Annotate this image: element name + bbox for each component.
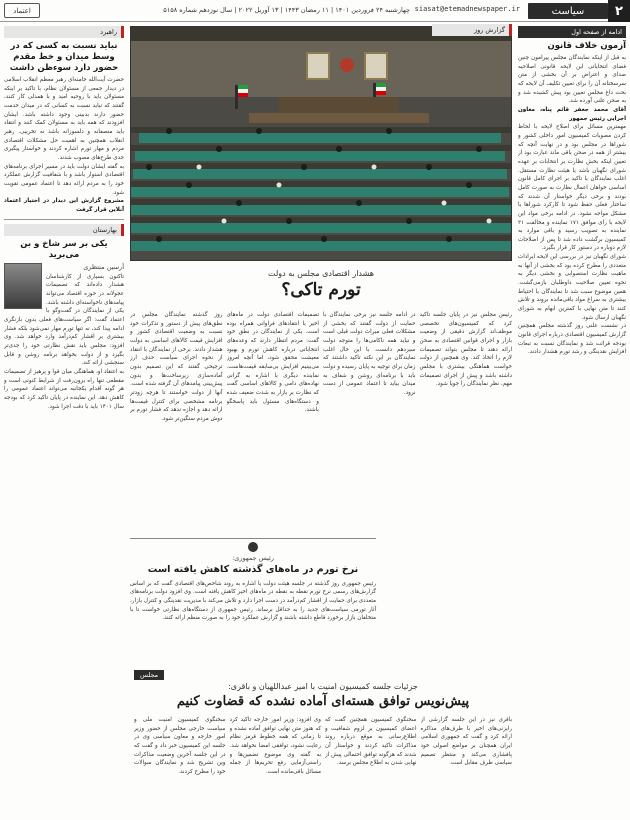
author-portrait [4,263,42,309]
bottom-col-4-text: باقری نیز در این جلسه گزارشی از رایزنی‌های اخیر با طرف‌های مذاکره ارائه کرد و گفت که جمهوری اسلامی ایران همچنان بر مواضع اصولی خود پافشاری می‌کند و منتظر تصمیم سیاسی طرف مقابل است. [420,717,512,767]
bottom-col-3-text: سخنگوی کمیسیون همچنین گفت که اعضای کمیسیون بر لزوم شفافیت و اطلاع‌رسانی به موقع درباره روند مذاکرات تاکید کردند و خواستار آن شدند که هرگونه توافق احتمالی پیش از نهایی شدن به اطلاع مجلس برسد. [325,717,417,767]
box-story-body: رئیس جمهوری روز گذشته در جلسه هیئت دولت با اشاره به روند شاخص‌های اقتصادی گفت که بر اساس گزارش‌های رسمی نرخ تورم نقطه به نقطه در ماه‌های اخیر کاهش یافته است. وی افزود دولت برنامه‌های متعددی برای حمایت از اقشار کم‌درآمد در دست اجرا دارد و تلاش می‌کند با مدیریت نقدینگی و کنترل بازار، آثار تورمی سیاست‌های جدید را به حداقل برساند. رئیس جمهوری از دستگاه‌های نظارتی خواست تا با متخلفان بازار برخورد قاطع داشته باشند و گزارش عملکرد خود را به صورت منظم ارائه کنند. [130,580,376,622]
parliament-photo [130,26,512,261]
bottom-title[interactable]: پیش‌نویس توافق هسته‌ای آماده نشده که قضاوت کنیم [176,694,470,709]
newspaper-logo: اعتماد [4,3,40,18]
left-kicker-label: راهبرد [100,28,117,36]
section-title[interactable]: سیاست [528,3,608,19]
left-body-4: به اعتقاد او، هماهنگی میان قوا و پرهیز از تصمیمات مقطعی تنها راه برون‌رفت از شرایط کنونی است و هر گونه اقدام یکجانبه می‌تواند اعتماد عمومی را کاهش دهد. این نماینده در پایان تاکید کرد که بودجه سال ۱۴۰۱ باید با دقت اجرا شود. [4,368,124,410]
right-kicker-label: ادامه از صفحه اول [571,28,622,36]
box-story [130,538,376,688]
center-kicker [432,24,512,36]
lead-col-1-text: روز گذشته نمایندگان مجلس در نطق‌های پیش از دستور و تذکرات خود نسبت به وضعیت اقتصادی کشور و افزایش قیمت کالاهای اساسی به دولت هشدار دادند. برخی از نمایندگان با انتقاد از نحوه اجرای سیاست حذف ارز ترجیحی گفتند که این تصمیم بدون آماده‌سازی زیرساخت‌ها و بدون پیش‌بینی پیامدهای آن گرفته شده است. آنها از دولت خواستند تا هرچه زودتر برنامه مشخصی برای کنترل قیمت‌ها ارائه دهد و اجازه ندهد که فشار تورم بر دوش مردم سنگین‌تر شود. [130,312,223,422]
bottom-kicker [134,670,512,680]
bottom-column-1 [134,716,226,814]
author-byline: آرسین منتظری [83,262,124,271]
lead-col-4-text: رئیس مجلس نیز در پایان جلسه تاکید کرد که کمیسیون‌های تخصصی موظف‌اند گزارش دقیقی از وضعیت بازار و اجرای قوانین اقتصادی به صحن ارائه دهند تا مجلس بتواند تصمیمات لازم را اتخاذ کند. وی همچنین از دولت خواست هماهنگی بیشتری با مجلس داشته باشد و پیش از اجرای تصمیمات مهم، نظر نمایندگان را جویا شود. [419,312,512,388]
left-body-3: تاکنون بسیاری از کارشناسان هشدار داده‌اند که تصمیمات عجولانه در حوزه اقتصاد می‌تواند پیامدهای ناخواسته‌ای داشته باشد. یکی از نمایندگان در گفت‌وگو با اعتماد گفت: اگر سیاست‌های فعلی بدون بازنگری ادامه پیدا کند، نه تنها تورم مهار نمی‌شود بلکه فشار بیشتری بر اقشار کم‌درآمد وارد خواهد شد. وی افزود: مجلس باید نقش نظارتی خود را جدی‌تر بگیرد و از دولت بخواهد برنامه روشن و قابل سنجشی ارائه کند. [4,273,124,367]
box-story-title[interactable]: نرخ تورم در ماه‌های گذشته کاهش یافته است [147,564,359,575]
left-divider [4,219,124,220]
bottom-col-2-text: وی افزود: وزیر امور خارجه تاکید کرد که هنوز متن نهایی توافق آماده نشده و تا زمانی که همه خطوط قرمز نظام رعایت نشود، توافقی امضا نخواهد شد. به گفته وی موضوع تضمین‌ها و راستی‌آزمایی رفع تحریم‌ها از جمله مسائل باقی‌مانده است. [229,717,321,775]
left-bold-line: مشروع گزارش این دیدار در اختیار اعتماد آنلاین قرار گرفت [4,198,124,213]
right-body-1: به قبل از اینکه نمایندگان مجلس پیرامون چنین فضای انتخاباتی این لایحه قانونی اصلاحیه صدای و اعتراض بر آن بخشی از متن سرسختانه آن را برای تعیین تکلیف آن لایحه که بحث داغ مجلس تعیین بود پیش کشیده شد و به صحن علنی آورده شد. [518,55,626,105]
right-body-4: در نشست علنی روز گذشته مجلس همچنین گزارش کمیسیون اقتصادی درباره اجرای قانون بودجه قرائت شد و نمایندگان نسبت به تبعات افزایش نقدینگی و رشد تورم هشدار دادند. [518,323,626,356]
bottom-column-3 [325,716,417,814]
parliament-hall-illustration [130,27,511,261]
right-body-2: مهمترین مسائل برای اصلاح لایحه با لحاظ کردن مصوبات کمیسیون امور داخلی کشور و شوراها در مجلس بود و در نهایت آنچه که بیشتر از همه در صحن باقی ماند عبارت بود از تعیین اینکه بخش نظارت بر انتخابات بر عهده شورای نگهبان باشد یا هیئت نظارت مستقل. اغلب نمایندگان با تاکید بر اجرای کامل قانون اساسی خواهان اعمال نظارت به صورت کامل بودند و برخی دیگر خواستار آن شدند که ساختار فعلی حفظ شود تا کارکرد شوراها با مشکل مواجه نشود. در ادامه برخی مواد این لایحه با رای موافق ۱۷۱ نماینده و مخالفت ۳۱ نماینده به تصویب رسید و باقی موارد به کمیسیون برگشت داده شد تا پس از اصلاحات لازم دوباره در دستور کار قرار بگیرد. [518,124,626,252]
left-kicker [4,26,124,38]
lead-col-3-text: در ادامه جلسه نیز برخی نمایندگان با حمایت از دولت گفتند که بخشی از مشکلات فعلی میراث دولت قبلی است و نباید همه ناکامی‌ها را متوجه دولت سیزدهم دانست. با این حال اغلب نمایندگان بر این نکته تاکید داشتند که زمان برای توجیه به پایان رسیده و دولت باید با برنامه‌ای روشن و شفاف به میدان بیاید تا اعتماد عمومی از دست نرود. [323,312,416,396]
left-headline-2[interactable]: یکی بر سر شاخ و بن می‌برید [20,238,108,260]
left-kicker-2-label: بهارستان [92,225,117,234]
bottom-story-columns [134,716,512,814]
bottom-surtitle: جزئیات جلسه کمیسیون امنیت با امیر عبداللهیان و باقری: [228,682,418,691]
box-story-bullet-icon [248,542,258,552]
right-body-3: شورای نگهبان نیز در بررسی این لایحه ایرادات متعددی را مطرح کرده بود که بخشی از آنها به ماهیت نظارت استصوابی و بخشی دیگر به نحوه تعیین صلاحیت داوطلبان بازمی‌گشت. همین موضوع سبب شد تا نمایندگان با احتیاط بیشتری به سراغ مواد باقی‌مانده بروند و تلاش کنند تا متن نهایی با کمترین ابهام به شورای نگهبان ارسال شود. [518,254,626,321]
lead-surtitle: هشدار اقتصادی مجلس به دولت [267,269,374,278]
left-headline[interactable]: نباید نسبت به کسی که در وسط میدان و خط مقدم حضور دارد سوءظن داشت [9,41,119,74]
right-kicker [518,26,626,38]
box-story-surtitle: رئیس جمهوری: [232,554,274,562]
bottom-column-2 [230,716,322,814]
left-body-1: حضرت آیت‌الله خامنه‌ای رهبر معظم انقلاب اسلامی در دیدار جمعی از مسئولان نظام، با تاکید بر اینکه مسئولان باید با روحیه امید و با همدلی کار کنند، گفتند که نباید نسبت به کسانی که در میدان خدمت حضور دارند بدبینی وجود داشته باشد. ایشان افزودند که همه باید به مسئولان کمک کنند و انتقاد باید منصفانه و دلسوزانه باشد نه تخریبی. رهبر انقلاب همچنین به اهمیت حل مشکلات اقتصادی مردم و مهار تورم اشاره کردند و خواستار پیگیری جدی طرح‌های مصوب شدند. [4,77,124,162]
bottom-kicker-label: مجلس [134,670,164,680]
center-kicker-label: گزارش روز [473,26,505,34]
left-body-2: به گفته ایشان دولت باید در مسیر اجرای برنامه‌های اقتصادی استوار باشد و با شفافیت گزارش عملکرد خود را به مردم ارائه دهد تا اعتماد عمومی تقویت شود. [4,163,124,196]
right-column [518,26,626,816]
dateline: چهارشنبه ۲۴ فروردین ۱۴۰۱ | ۱۱ رمضان ۱۴۴۳ | ۱۳ آوریل ۲۰۲۲ | سال نوزدهم شماره ۵۱۵۸ [163,6,410,14]
left-column [4,26,124,816]
section-email[interactable]: siasat@etemadnewspaper.ir [414,5,520,13]
lead-story-column-4 [420,311,513,691]
bottom-col-1-text: سخنگوی کمیسیون امنیت ملی و سیاست خارجی مجلس از حضور وزیر امور خارجه و معاون سیاسی وی در جلسه این کمیسیون خبر داد و گفت که در این جلسه آخرین وضعیت مذاکرات وین تشریح شد و نمایندگان سوالات خود را مطرح کردند. [134,717,226,775]
lead-title[interactable]: تورم تاکی؟ [281,280,361,300]
masthead [0,0,630,22]
lead-col-2-text: تصمیمات اقتصادی دولت در ماه‌های اخیر با انتقادهای فراوانی همراه بوده است. یکی از نمایندگان در نطق خود گفت: مردم انتظار دارند که وعده‌های انتخاباتی درباره کاهش تورم و بهبود معیشت محقق شود، اما آنچه امروز می‌بینیم افزایش بی‌سابقه قیمت‌هاست. نماینده دیگری با اشاره به گرانی نهاده‌های دامی و کالاهای اساسی گفت که نظارت بر بازار به شدت ضعیف شده و دستگاه‌های مسئول باید پاسخگو باشند. [226,312,319,414]
right-highlight: آقای محمد جعفر قائم پناه، معاون اجرایی رئیس جمهور [518,106,626,122]
lead-headline-block [130,269,512,300]
left-kicker-2 [4,224,124,236]
right-headline: آزمون خلاف قانون [547,41,626,51]
bottom-column-4 [421,716,513,814]
page-number: ۲ [608,0,630,22]
